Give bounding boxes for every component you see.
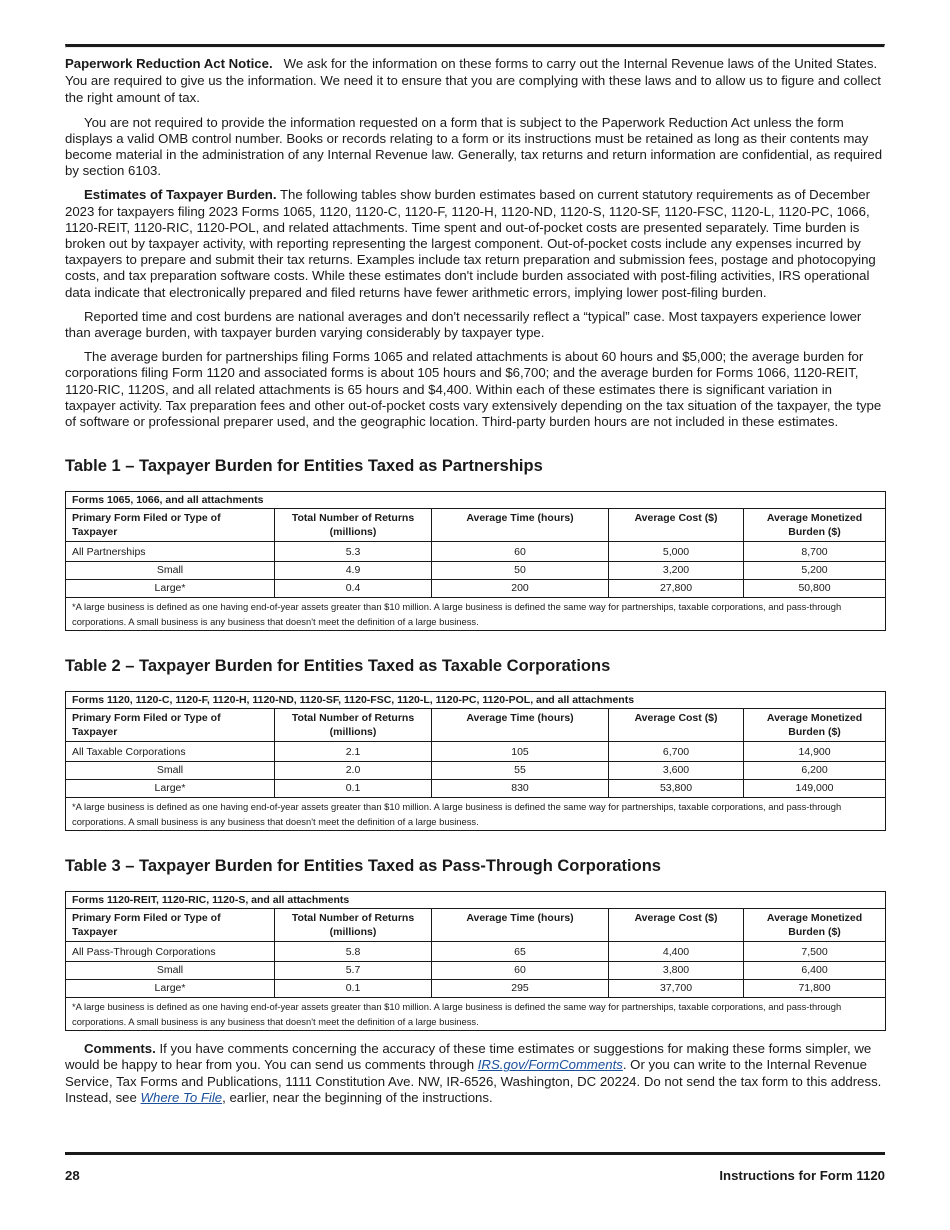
comments-paragraph xyxy=(65,1041,885,1106)
cell-cost: 3,200 xyxy=(609,562,744,580)
cell-cost: 3,800 xyxy=(609,962,744,980)
col-taxpayer-type: Primary Form Filed or Type of Taxpayer xyxy=(66,709,275,742)
cell-cost: 5,000 xyxy=(609,542,744,562)
cell-type: All Pass-Through Corporations xyxy=(66,942,275,962)
cell-burden: 8,700 xyxy=(744,542,886,562)
page-content xyxy=(65,44,885,1106)
table3-title: Table 3 – Taxpayer Burden for Entities Taxed as Pass-Through Corporations xyxy=(65,857,661,876)
table2-title: Table 2 – Taxpayer Burden for Entities Taxed as Taxable Corporations xyxy=(65,657,611,676)
table-row xyxy=(66,980,886,998)
cell-type: Large* xyxy=(66,980,275,998)
table-header-row xyxy=(66,509,886,542)
cell-burden: 7,500 xyxy=(744,942,886,962)
cell-returns: 4.9 xyxy=(275,562,432,580)
where-to-file-link[interactable]: Where To File xyxy=(140,1089,223,1105)
cell-burden: 5,200 xyxy=(744,562,886,580)
col-average-cost: Average Cost ($) xyxy=(609,509,744,542)
cell-burden: 71,800 xyxy=(744,980,886,998)
table2-note: *A large business is defined as one having end-of-year assets greater than $10 million. A large business is defined the same way for partnerships, taxable corporations, and pass-through corporations. A small business is any business that doesn't meet the definition of a large business. xyxy=(66,798,886,831)
cell-time: 55 xyxy=(432,762,609,780)
table3-forms: Forms 1120-REIT, 1120-RIC, 1120-S, and all attachments xyxy=(66,892,886,909)
table1-title: Table 1 – Taxpayer Burden for Entities Taxed as Partnerships xyxy=(65,457,543,476)
cell-time: 50 xyxy=(432,562,609,580)
cell-cost: 6,700 xyxy=(609,742,744,762)
cell-returns: 2.1 xyxy=(275,742,432,762)
paperwork-text: We ask for the information on these forms to carry out the Internal Revenue laws of the United States. You are required to give us the information. We need it to ensure that you are complying with these laws and to allow us to figure and collect the right amount of tax. xyxy=(65,56,881,106)
page-number: 28 xyxy=(65,1168,80,1183)
national-averages-paragraph: Reported time and cost burdens are national averages and don't necessarily reflect a “typical” case. Most taxpayers experience lower than average burden, with taxpayer burden varying considerably by taxpayer type. xyxy=(65,308,862,341)
cell-time: 60 xyxy=(432,542,609,562)
col-average-time: Average Time (hours) xyxy=(432,909,609,942)
page-footer xyxy=(65,1152,885,1183)
burden-estimates-paragraph xyxy=(65,187,885,300)
cell-time: 830 xyxy=(432,780,609,798)
col-total-returns: Total Number of Returns (millions) xyxy=(275,709,432,742)
col-monetized-burden: Average Monetized Burden ($) xyxy=(744,709,886,742)
table1-note: *A large business is defined as one having end-of-year assets greater than $10 million. A large business is defined the same way for partnerships, taxable corporations, and pass-through corporations. A small business is any business that doesn't meet the definition of a large business. xyxy=(66,598,886,631)
table-header-row xyxy=(66,709,886,742)
burden-estimates-text: The following tables show burden estimates based on current statutory requirements as of December 2023 for taxpayers filing 2023 Forms 1065, 1120, 1120-C, 1120-F, 1120-H, 1120-ND, 1120-S, 1120-SF, 1120-FSC, 1120-L, 1120-PC, 1066, 1120-REIT, 1120-RIC, 1120-POL, and related attachments. Time spent and out-of-pocket costs are presented separately. Time burden is broken out by taxpayer activity, with reporting representing the largest component. Out-of-pocket costs include any expenses incurred by taxpayers to prepare and submit their tax returns. Examples include tax return preparation and submission fees, postage and photocopying costs, and tax preparation software costs. While these estimates don't include burden associated with post-filing activities, IRS operational data indicate that electronically prepared and filed returns have fewer arithmetic errors, implying lower post-filing burden. xyxy=(65,187,876,300)
col-total-returns: Total Number of Returns (millions) xyxy=(275,909,432,942)
col-monetized-burden: Average Monetized Burden ($) xyxy=(744,509,886,542)
cell-cost: 4,400 xyxy=(609,942,744,962)
col-average-cost: Average Cost ($) xyxy=(609,709,744,742)
col-average-time: Average Time (hours) xyxy=(432,709,609,742)
cell-cost: 27,800 xyxy=(609,580,744,598)
table-row xyxy=(66,562,886,580)
table1-forms: Forms 1065, 1066, and all attachments xyxy=(66,492,886,509)
table-header-row xyxy=(66,909,886,942)
table-row xyxy=(66,742,886,762)
table-row xyxy=(66,780,886,798)
table2-forms: Forms 1120, 1120-C, 1120-F, 1120-H, 1120-ND, 1120-SF, 1120-FSC, 1120-L, 1120-PC, 1120-POL, and all attachments xyxy=(66,692,886,709)
cell-type: Small xyxy=(66,562,275,580)
top-rule xyxy=(65,44,885,48)
col-average-cost: Average Cost ($) xyxy=(609,909,744,942)
cell-returns: 2.0 xyxy=(275,762,432,780)
table3 xyxy=(65,891,886,1031)
cell-burden: 50,800 xyxy=(744,580,886,598)
cell-burden: 149,000 xyxy=(744,780,886,798)
table-row xyxy=(66,542,886,562)
comments-text-c: , earlier, near the beginning of the instructions. xyxy=(222,1089,493,1105)
comments-heading: Comments. xyxy=(84,1041,156,1057)
cell-time: 295 xyxy=(432,980,609,998)
col-taxpayer-type: Primary Form Filed or Type of Taxpayer xyxy=(66,909,275,942)
cell-returns: 0.1 xyxy=(275,980,432,998)
cell-returns: 0.4 xyxy=(275,580,432,598)
cell-type: Small xyxy=(66,962,275,980)
cell-type: Large* xyxy=(66,580,275,598)
cell-returns: 5.3 xyxy=(275,542,432,562)
comments-text-a: If you have comments concerning the accuracy of these time estimates or suggestions for making these forms simpler, we would be happy to hear from you. You can send us comments through xyxy=(65,1041,872,1073)
cell-burden: 6,400 xyxy=(744,962,886,980)
col-total-returns: Total Number of Returns (millions) xyxy=(275,509,432,542)
col-average-time: Average Time (hours) xyxy=(432,509,609,542)
cell-type: All Taxable Corporations xyxy=(66,742,275,762)
cell-burden: 6,200 xyxy=(744,762,886,780)
cell-time: 65 xyxy=(432,942,609,962)
comments-text-b: . Or you can write to the Internal Revenue Service, Tax Forms and Publications, 1111 Constitution Ave. NW, IR-6526, Washington, DC 20224. Do not send the tax form to this address. Instead, see xyxy=(65,1057,882,1105)
burden-estimates-heading: Estimates of Taxpayer Burden. xyxy=(84,187,277,203)
table2 xyxy=(65,691,886,831)
paperwork-heading: Paperwork Reduction Act Notice. xyxy=(65,56,273,71)
cell-time: 200 xyxy=(432,580,609,598)
cell-time: 60 xyxy=(432,962,609,980)
footer-title: Instructions for Form 1120 xyxy=(719,1168,885,1183)
cell-returns: 5.7 xyxy=(275,962,432,980)
cell-type: Small xyxy=(66,762,275,780)
cell-time: 105 xyxy=(432,742,609,762)
col-taxpayer-type: Primary Form Filed or Type of Taxpayer xyxy=(66,509,275,542)
cell-cost: 53,800 xyxy=(609,780,744,798)
cell-cost: 37,700 xyxy=(609,980,744,998)
col-monetized-burden: Average Monetized Burden ($) xyxy=(744,909,886,942)
table3-note: *A large business is defined as one having end-of-year assets greater than $10 million. A large business is defined the same way for partnerships, taxable corporations, and pass-through corporations. A small business is any business that doesn't meet the definition of a large business. xyxy=(66,998,886,1031)
cell-type: Large* xyxy=(66,780,275,798)
table-row xyxy=(66,962,886,980)
table1 xyxy=(65,491,886,631)
cell-type: All Partnerships xyxy=(66,542,275,562)
cell-cost: 3,600 xyxy=(609,762,744,780)
paperwork-notice xyxy=(65,55,885,107)
cell-returns: 0.1 xyxy=(275,780,432,798)
table-row xyxy=(66,580,886,598)
cell-returns: 5.8 xyxy=(275,942,432,962)
form-comments-link[interactable]: IRS.gov/FormComments xyxy=(477,1057,623,1073)
table-row xyxy=(66,762,886,780)
cell-burden: 14,900 xyxy=(744,742,886,762)
average-burden-paragraph: The average burden for partnerships filing Forms 1065 and related attachments is about 60 hours and $5,000; the average burden for corporations filing Form 1120 and associated forms is about 105 hours and $6,700; and the average burden for Forms 1066, 1120-REIT, 1120-RIC, 1120S, and all related attachments is 65 hours and $4,400. Within each of these estimates there is significant variation in taxpayer activity. Tax preparation fees and other out-of-pocket costs vary extensively depending on the tax situation of the taxpayer, the type of software or professional preparer used, and the geographic location. Third-party burden hours are not included in these estimates. xyxy=(65,349,882,430)
omb-paragraph: You are not required to provide the information requested on a form that is subject to the Paperwork Reduction Act unless the form displays a valid OMB control number. Books or records relating to a form or its instructions must be retained as long as their contents may become material in the administration of any Internal Revenue law. Generally, tax returns and return information are confidential, as required by section 6103. xyxy=(65,114,883,179)
table-row xyxy=(66,942,886,962)
